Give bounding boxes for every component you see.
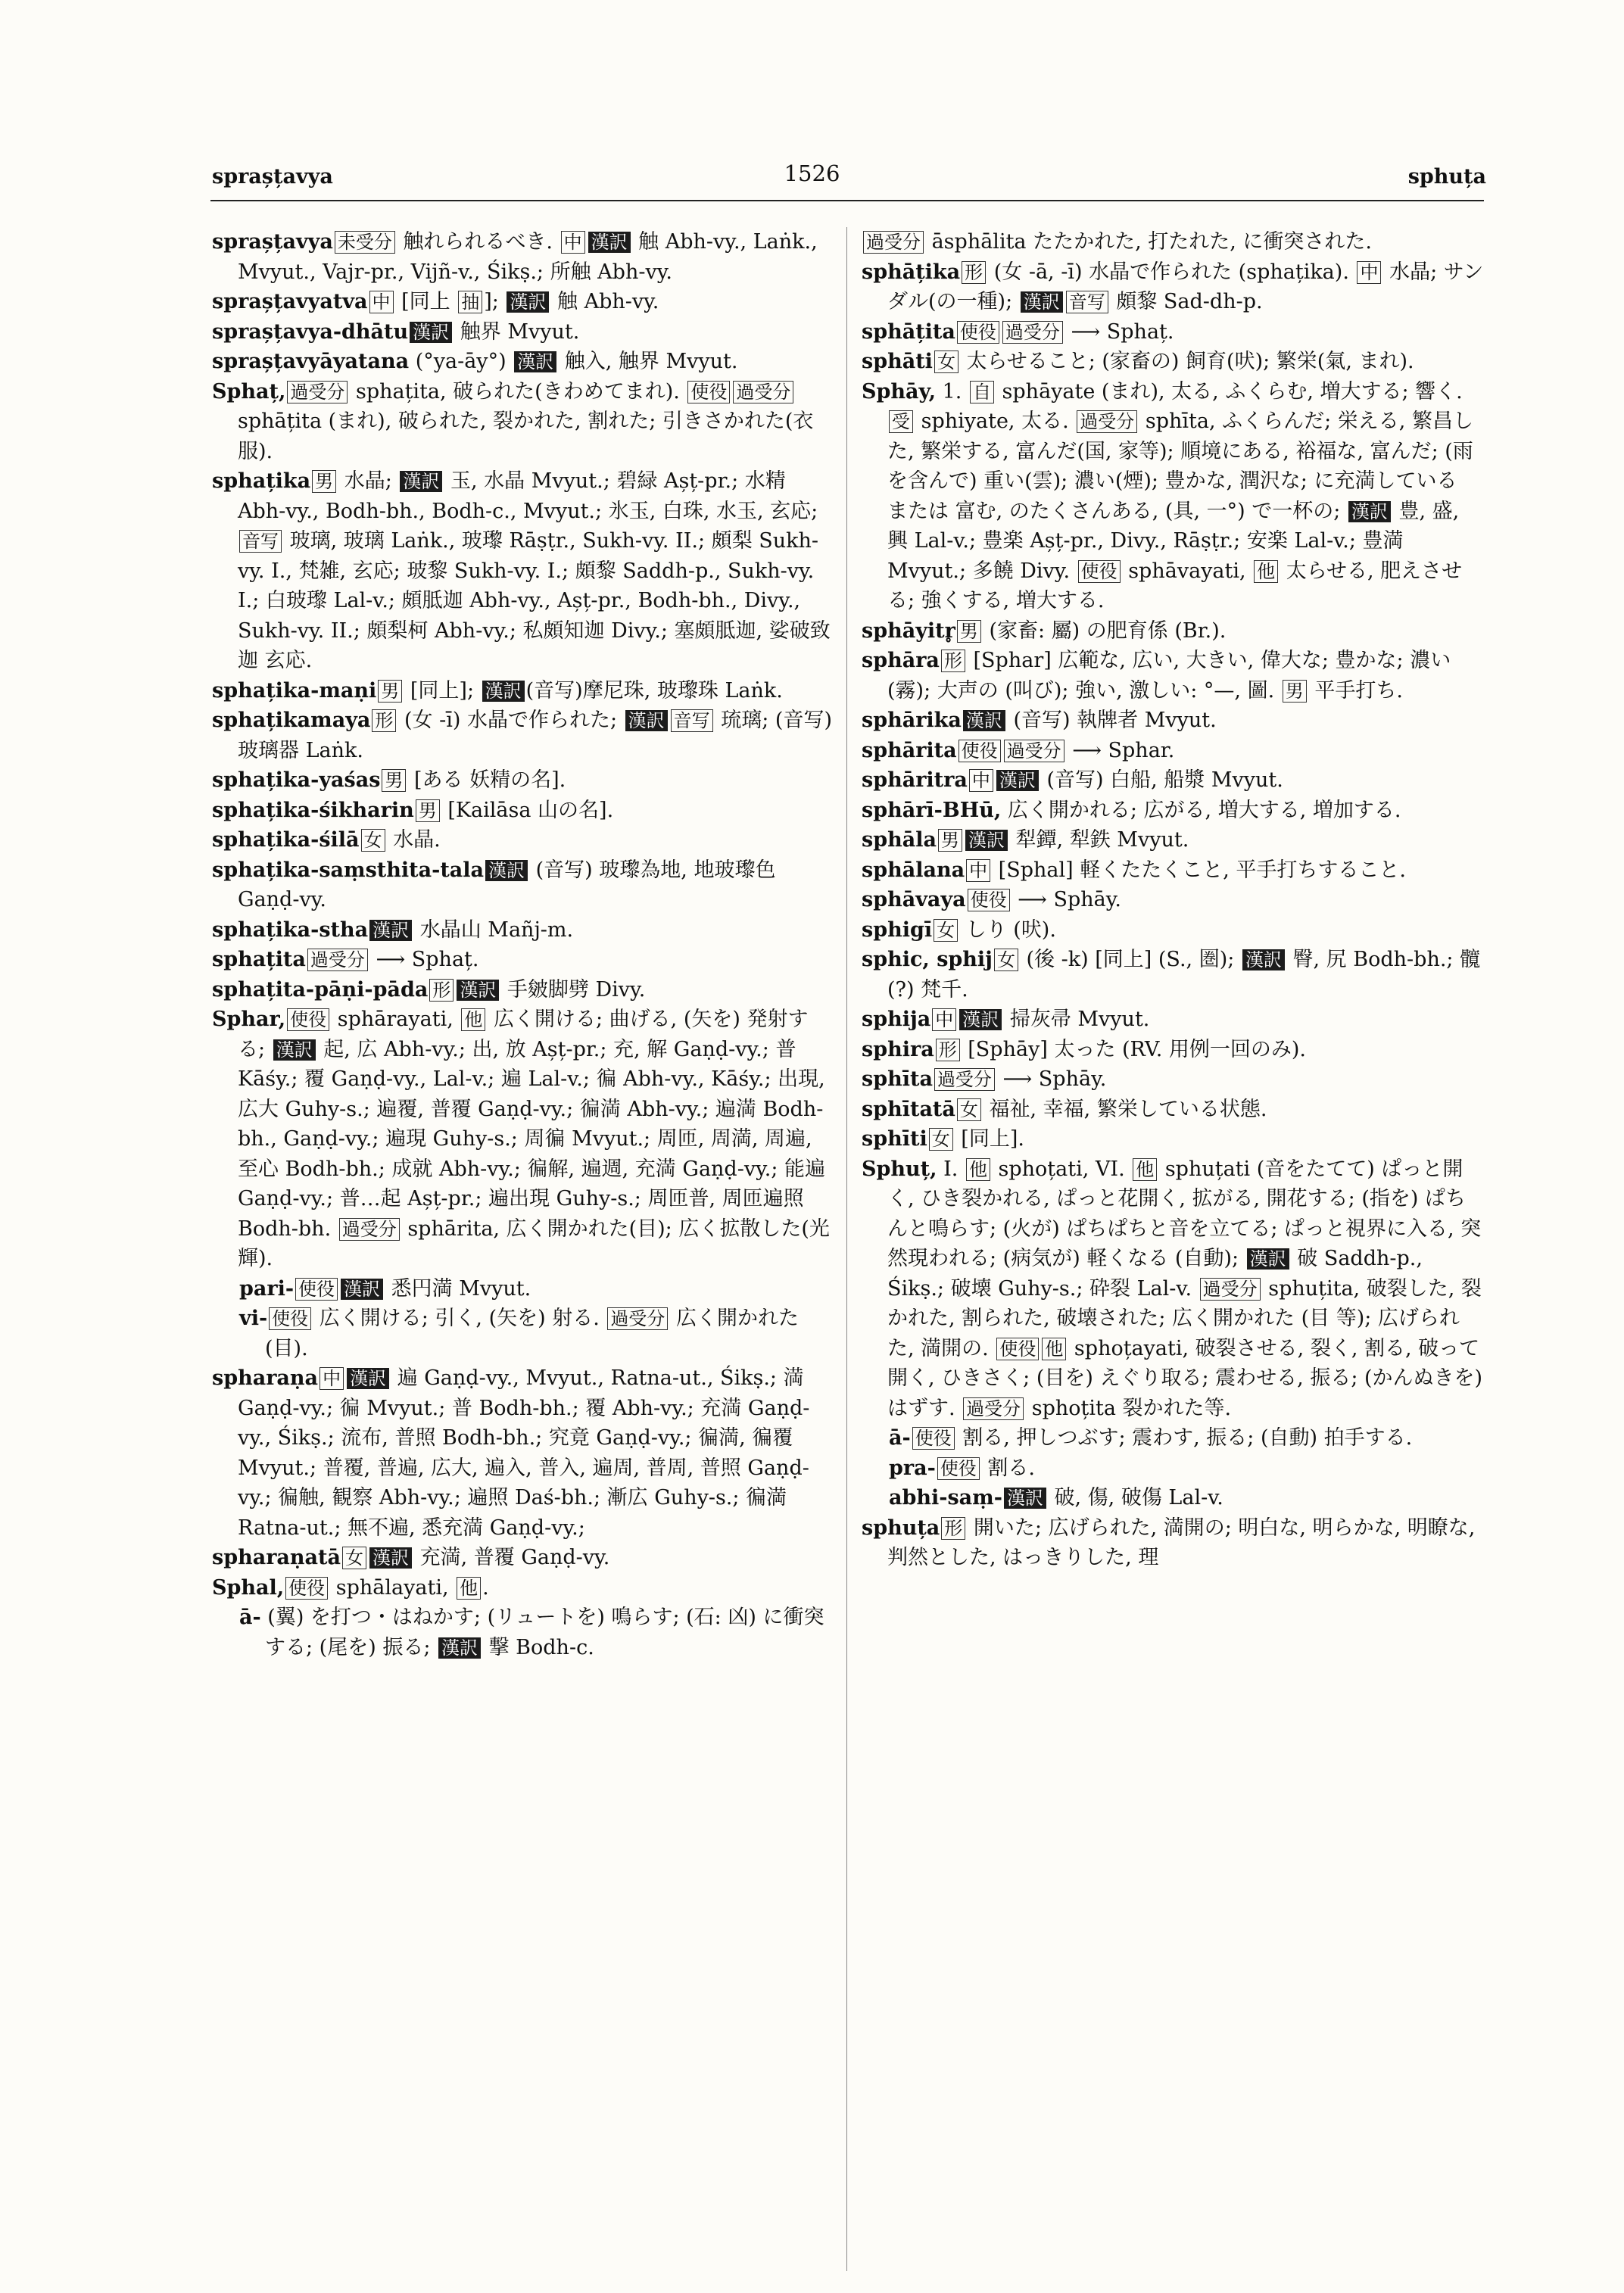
translation-tag: 漢訳 <box>514 351 556 372</box>
grammar-tag: 形 <box>936 1039 960 1061</box>
dictionary-entry <box>862 765 1484 796</box>
grammar-tag: 中 <box>369 291 394 313</box>
translation-tag: 漢訳 <box>482 681 525 702</box>
translation-tag: 漢訳 <box>1021 291 1063 313</box>
definition-text: 福祉, 幸福, 繁栄している状態. <box>982 1097 1267 1121</box>
translation-tag: 漢訳 <box>959 1009 1002 1030</box>
grammar-tag: 他 <box>1042 1338 1066 1360</box>
definition-text: ⟶ Sphar. <box>1065 738 1175 762</box>
dictionary-entry <box>212 1543 833 1573</box>
definition-text: (家畜: 屬) の肥育係 (Br.). <box>982 618 1227 643</box>
headword: sphațita <box>212 948 306 971</box>
definition-text: ⟶ Sphaț. <box>369 948 479 971</box>
grammar-tag: 形 <box>429 979 454 1002</box>
definition-text: 水晶. <box>386 828 441 852</box>
definition-text: sphāyate (まれ), 太る, ふくらむ, 増大する; 響く. <box>995 379 1470 403</box>
headword: sphațika-saṃsthita-tala <box>212 858 485 882</box>
dictionary-entry <box>212 796 833 826</box>
definition-text: 破, 傷, 破傷 Lal-v. <box>1047 1486 1223 1509</box>
definition-text: [Sphāy] 太った (RV. 用例一回のみ). <box>961 1037 1306 1061</box>
dictionary-entry <box>862 1124 1484 1154</box>
grammar-tag: 男 <box>378 680 402 703</box>
definition-text: 水晶山 Mañj-m. <box>413 918 574 942</box>
grammar-tag: 形 <box>941 1517 965 1540</box>
grammar-tag: 使役 <box>912 1427 955 1450</box>
grammar-tag: 使役 <box>996 1338 1039 1360</box>
definition-text: (後 -k) [同上] (S., 圏); <box>1019 948 1241 971</box>
sub-entry <box>862 1423 1484 1453</box>
definition-text: しり (吠). <box>959 918 1056 942</box>
dictionary-entry <box>862 796 1484 826</box>
dictionary-entry <box>212 377 833 467</box>
definition-text: 水晶; <box>338 469 399 493</box>
headword: sphațika-stha <box>212 918 369 942</box>
definition-text: sphuțati (音をたてて) ぱっと開く, ひき裂かれる, ぱっと花開く, 拡がる, 開花する; (指を) ぱちんと鳴らす; (火が) ぱちぱちと音を立てる; ぱっと視界に入る, 突然現われる; (病気が) 軽くなる (自動); <box>887 1157 1482 1270</box>
headword: sphigī <box>862 918 933 942</box>
sub-entry <box>862 1453 1484 1484</box>
translation-tag: 漢訳 <box>485 860 528 881</box>
definition-text: sphiyate, 太る. <box>915 410 1076 433</box>
headword: sprașțavya-dhātu <box>212 319 409 344</box>
grammar-tag: 過受分 <box>1004 740 1064 762</box>
right-column <box>862 227 1489 2251</box>
grammar-tag: 男 <box>416 799 440 822</box>
grammar-tag: 音写 <box>671 709 713 732</box>
grammar-tag: 過受分 <box>1002 321 1063 344</box>
definition-text: (翼) を打つ・はねかす; (リュートを) 鳴らす; (石: 凶) に衝突する; (尾を) 振る; <box>260 1606 824 1659</box>
running-head-right: sphuța <box>1407 165 1486 188</box>
definition-text: sphīta, ふくらんだ; 栄える, 繁昌した, 繁栄する, 富んだ(国, 家等); 順境にある, 裕福な, 富んだ; (雨を含んで) 重い(雲); 濃い(煙); 豊かな, 潤沢な; に充満している または 富む, のたくさんある, (具, 一°) で一杯の; <box>887 410 1473 523</box>
dictionary-entry <box>212 287 833 317</box>
definition-text: [同上]. <box>954 1127 1024 1151</box>
dictionary-entry <box>862 317 1484 347</box>
grammar-tag: 男 <box>1283 680 1307 703</box>
definition-text: ⟶ Sphaț. <box>1064 319 1174 344</box>
definition-text: sphoțayati, 破裂させる, 裂く, 割る, 破って開く, ひきさく; (目を) えぐり取る; 震わせる, 振る; (かんぬきを) はずす. <box>887 1336 1489 1420</box>
grammar-tag: 他 <box>1133 1158 1157 1181</box>
definition-text: sphārayati, <box>331 1008 460 1031</box>
definition-text: [Sphal] 軽くたたくこと, 平手打ちすること. <box>992 858 1406 882</box>
dictionary-entry <box>212 676 833 706</box>
definition-text: (音写) 玻瓈為地, 地玻瓈色 Gaṇḍ-vy. <box>238 858 783 911</box>
definition-text: (音写) 執牌者 Mvyut. <box>1006 709 1217 732</box>
definition-text: 掃灰帚 Mvyut. <box>1003 1008 1150 1031</box>
definition-text: [Sphar] 広範な, 広い, 大きい, 偉大な; 豊かな; 濃い(霧); 大声の (叫び); 強い, 激しい: °—, 圖. <box>887 649 1451 703</box>
headword: sphāra <box>862 649 940 672</box>
dictionary-entry <box>862 945 1484 1005</box>
dictionary-entry <box>862 1154 1489 1424</box>
running-head-left: sprașțavya <box>212 165 333 188</box>
grammar-tag: 使役 <box>285 1577 328 1600</box>
grammar-tag: 過受分 <box>733 381 793 403</box>
definition-text: 1. <box>936 379 968 403</box>
grammar-tag: 女 <box>361 829 385 852</box>
dictionary-entry <box>212 1573 833 1603</box>
grammar-tag: 過受分 <box>1200 1278 1261 1301</box>
definition-text: 広く開ける; 曲げる, (矢を) 発射する; <box>238 1008 809 1061</box>
grammar-tag: 使役 <box>295 1278 338 1301</box>
grammar-tag: 過受分 <box>307 949 368 971</box>
grammar-tag: 形 <box>962 261 986 284</box>
translation-tag: 漢訳 <box>588 232 631 253</box>
grammar-tag: 女 <box>934 350 959 373</box>
grammar-tag: 男 <box>938 829 962 852</box>
dictionary-entry <box>862 616 1484 646</box>
definition-text: sphuțita, 破裂した, 裂かれた, 割られた, 破壊された; 広く開かれた (目 等); 広げられた, 満開の. <box>887 1276 1482 1360</box>
headword: sphīti <box>862 1127 927 1151</box>
definition-text: . <box>482 1575 489 1600</box>
translation-tag: 漢訳 <box>1348 501 1391 522</box>
grammar-tag: 使役 <box>968 889 1010 911</box>
dictionary-entry <box>862 257 1484 317</box>
grammar-tag: 女 <box>934 919 958 942</box>
grammar-tag: 過受分 <box>339 1218 400 1241</box>
dictionary-entry <box>862 915 1484 946</box>
headword: sphațika-śilā <box>212 828 360 852</box>
sub-entry <box>862 1483 1484 1513</box>
grammar-tag: 使役 <box>269 1307 311 1330</box>
headword: sphāritra <box>862 768 968 792</box>
sub-entry <box>212 1603 833 1662</box>
dictionary-entry <box>862 855 1484 886</box>
definition-text: 触 Abh-vy. <box>550 290 659 313</box>
definition-text: sphațita, 破られた(きわめてまれ). <box>349 379 687 403</box>
grammar-tag: 他 <box>461 1008 485 1031</box>
definition-text: 玉, 水晶 Mvyut.; 碧緑 Așț-pr.; 水精 Abh-vy., Bodh-bh., Bodh-c., Mvyut.; 氷玉, 白珠, 水玉, 玄応; <box>238 469 824 523</box>
translation-tag: 漢訳 <box>965 830 1008 851</box>
headword: sphāti <box>862 350 933 373</box>
translation-tag: 漢訳 <box>1004 1488 1046 1509</box>
grammar-tag: 過受分 <box>1077 410 1137 433</box>
headword: sprașțavyāyatana <box>212 350 410 373</box>
dictionary-entry <box>212 227 833 287</box>
grammar-tag: 男 <box>382 769 406 792</box>
grammar-tag: 使役 <box>687 381 730 403</box>
definition-text: (女 -ā, -ī) 水晶で作られた (sphațika). <box>987 260 1356 284</box>
grammar-tag: 形 <box>372 709 396 732</box>
headword: sphāțita <box>862 319 955 344</box>
grammar-tag: 過受分 <box>963 1397 1024 1420</box>
definition-text: 玻璃, 玻璃 Laṅk., 玻瓈 Rāṣṭr., Sukh-vy. II.; 頗梨 Sukh-vy. I., 梵雑, 玄応; 玻黎 Sukh-vy. I.; 頗黎 Saddh-p., Sukh-vy. I.; 白玻瓈 Lal-v.; 頗胝迦 Abh-vy., Așț-pr., Bodh-bh., Divy., Sukh-vy. II.; 頗梨柯 Abh-vy.; 私頗知迦 Divy.; 塞頗胝迦, 娑破致迦 玄応. <box>238 529 831 672</box>
headword: sphālana <box>862 858 965 882</box>
grammar-tag: 過受分 <box>287 381 348 403</box>
dictionary-entry <box>862 1095 1484 1125</box>
dictionary-entry <box>212 975 833 1005</box>
grammar-tag: 中 <box>1357 261 1381 284</box>
grammar-tag: 過受分 <box>607 1307 668 1330</box>
grammar-tag: 女 <box>957 1098 981 1121</box>
headword: sphuța <box>862 1516 940 1540</box>
dictionary-entry <box>212 1363 833 1543</box>
definition-text: 触 Abh-vy., Laṅk., Mvyut., Vajr-pr., Vijñ-v., Śikṣ.; 所触 Abh-vy. <box>238 230 824 284</box>
grammar-tag: 受 <box>889 410 913 433</box>
headword: ā- <box>239 1606 261 1629</box>
grammar-tag: 中 <box>932 1008 956 1031</box>
definition-text: 悉円満 Mvyut. <box>385 1276 531 1301</box>
dictionary-entry <box>212 706 839 765</box>
definition-text: 割る. <box>980 1456 1035 1480</box>
headword: sphațika-śikharin <box>212 798 414 822</box>
definition-text: 広く開かれた(目). <box>265 1307 799 1360</box>
dictionary-entry <box>212 317 833 347</box>
column-divider <box>846 227 847 2271</box>
translation-tag: 漢訳 <box>369 920 412 941</box>
headword: spharaṇa <box>212 1366 319 1390</box>
grammar-tag: 使役 <box>287 1008 329 1031</box>
grammar-tag: 音写 <box>239 530 282 553</box>
grammar-tag: 中 <box>561 231 585 254</box>
dictionary-entry <box>212 915 833 946</box>
translation-tag: 漢訳 <box>438 1637 481 1659</box>
translation-tag: 漢訳 <box>625 710 668 731</box>
headword: sphațika <box>212 469 311 493</box>
headword: sphārita <box>862 738 957 762</box>
headword: sphīta <box>862 1067 933 1091</box>
headword: sphira <box>862 1037 934 1061</box>
dictionary-entry <box>862 885 1484 915</box>
headword: sphāțika <box>862 260 961 284</box>
definition-text: 犁鐔, 犁鉄 Mvyut. <box>1008 828 1189 852</box>
translation-tag: 漢訳 <box>273 1039 316 1061</box>
grammar-tag: 使役 <box>1078 560 1121 583</box>
headword: sphațika-yaśas <box>212 768 381 792</box>
definition-text: [Kailāsa 山の名]. <box>441 798 614 822</box>
definition-text: 広く開ける; 引く, (矢を) 射る. <box>313 1307 606 1330</box>
headword: Sphāy, <box>862 379 937 403</box>
headword: sprașțavya <box>212 230 333 254</box>
grammar-tag: 過受分 <box>863 231 924 254</box>
grammar-tag: 他 <box>966 1158 990 1181</box>
definition-text: āsphālita たたかれた, 打たれた, に衝突された. <box>925 230 1373 254</box>
definition-text: ]; <box>484 290 506 313</box>
definition-text: ⟶ Sphāy. <box>996 1067 1107 1091</box>
definition-text: sphārita, 広く開かれた(目); 広く拡散した(光輝). <box>238 1217 830 1270</box>
translation-tag: 漢訳 <box>457 980 499 1001</box>
definition-text: sphāvayati, <box>1121 559 1253 583</box>
definition-text: 豊, 盛, 興 Lal-v.; 豊楽 Așț-pr., Divy., Rāṣṭr.; 安楽 Lal-v.; 豊満 Mvyut.; 多饒 Divy. <box>887 499 1466 583</box>
translation-tag: 漢訳 <box>347 1368 389 1389</box>
dictionary-entry <box>862 1064 1484 1095</box>
dictionary-entry <box>212 945 833 975</box>
dictionary-entry <box>212 825 833 855</box>
headword: sphic, sphij <box>862 948 993 971</box>
definition-text: 水晶; サンダル(の一種); <box>887 260 1484 313</box>
headword: Sphaț, <box>212 379 286 403</box>
dictionary-entry <box>862 1035 1484 1065</box>
grammar-tag: 使役 <box>957 321 999 344</box>
grammar-tag: 女 <box>929 1128 953 1151</box>
translation-tag: 漢訳 <box>341 1279 383 1300</box>
grammar-tag: 中 <box>320 1367 344 1390</box>
definition-text: 撃 Bodh-c. <box>482 1635 594 1659</box>
translation-tag: 漢訳 <box>996 770 1039 791</box>
grammar-tag: 形 <box>941 650 965 672</box>
definition-text: (°ya-āy°) <box>409 350 513 373</box>
headword: sphațikamaya <box>212 709 371 732</box>
headword: sphāyitr̥ <box>862 618 955 643</box>
grammar-tag: 中 <box>969 769 993 792</box>
definition-text: 臀, 尻 Bodh-bh.; 髖(?) 梵千. <box>887 948 1481 1002</box>
dictionary-entry <box>862 347 1484 377</box>
grammar-tag: 抽 <box>458 291 482 313</box>
definition-text: 破 Saddh-p., Śikṣ.; 破壊 Guhy-s.; 砕裂 Lal-v. <box>887 1247 1429 1301</box>
dictionary-entry <box>212 466 833 676</box>
definition-text: 充満, 普覆 Gaṇḍ-vy. <box>413 1546 610 1569</box>
headword: abhi-saṃ- <box>889 1486 1002 1509</box>
headword: pari- <box>239 1276 295 1301</box>
headword: Sphar, <box>212 1008 286 1031</box>
definition-text: 手皴脚劈 Divy. <box>500 977 646 1002</box>
headword: spharaṇatā <box>212 1546 341 1569</box>
definition-text: 広く開かれる; 広がる, 増大する, 増加する. <box>1001 798 1401 822</box>
header-rule <box>210 200 1484 201</box>
dictionary-entry <box>862 736 1484 766</box>
grammar-tag: 音写 <box>1066 291 1108 313</box>
definition-text: 開いた; 広げられた, 満開の; 明白な, 明らかな, 明瞭な, 判然とした, はっきりした, 理 <box>887 1516 1482 1569</box>
grammar-tag: 女 <box>342 1547 366 1569</box>
headword: Sphal, <box>212 1575 285 1600</box>
dictionary-entry <box>862 227 1484 257</box>
grammar-tag: 他 <box>457 1577 481 1600</box>
definition-text: [同上 <box>394 290 457 313</box>
headword: sphija <box>862 1008 931 1031</box>
dictionary-entry <box>862 706 1484 736</box>
sub-entry <box>212 1274 833 1304</box>
headword: sphāla <box>862 828 937 852</box>
headword: sprașțavyatva <box>212 290 368 313</box>
definition-text: 頗黎 Sad-dh-p. <box>1109 290 1263 313</box>
definition-text: sphālayati, <box>329 1575 456 1600</box>
definition-text: 割る, 押しつぶす; 震わす, 振る; (自動) 拍手する. <box>955 1426 1413 1450</box>
definition-text: ⟶ Sphāy. <box>1011 888 1121 911</box>
dictionary-entry <box>862 1513 1484 1573</box>
headword: vi- <box>239 1307 268 1330</box>
dictionary-entry <box>212 855 833 915</box>
headword: sphāvaya <box>862 888 966 911</box>
definition-text: (音写)摩尼珠, 玻瓈珠 Laṅk. <box>525 678 783 703</box>
headword: Sphuț, <box>862 1157 937 1181</box>
definition-text: 太らせること; (家畜の) 飼育(吠); 繁栄(氣, まれ). <box>959 350 1414 373</box>
definition-text: 琉璃; (音写) 玻璃器 Laṅk. <box>238 709 839 762</box>
definition-text: [ある 妖精の名]. <box>407 768 566 792</box>
definition-text: 触入, 触界 Mvyut. <box>558 350 738 373</box>
page-number: 1526 <box>784 160 840 186</box>
headword: sphațita-pāṇi-pāda <box>212 977 429 1002</box>
grammar-tag: 男 <box>312 470 336 493</box>
definition-text: 太らせる, 肥えさせる; 強くする, 増大する. <box>887 559 1463 612</box>
definition-text: (女 -ī) 水晶で作られた; <box>397 709 624 732</box>
dictionary-entry <box>212 347 833 377</box>
headword: sphītatā <box>862 1097 955 1121</box>
definition-text: 触れられるべき. <box>396 230 560 254</box>
definition-text: 平手打ち. <box>1308 678 1403 703</box>
definition-text: sphoțita 裂かれた等. <box>1025 1396 1232 1420</box>
headword: sphārī-BHū, <box>862 798 1002 822</box>
grammar-tag: 使役 <box>937 1457 980 1480</box>
dictionary-entry <box>862 1005 1484 1035</box>
dictionary-entry <box>212 765 833 796</box>
definition-text: sphāțita (まれ), 破られた, 裂かれた, 割れた; 引きさかれた(衣服). <box>238 379 814 463</box>
grammar-tag: 過受分 <box>934 1068 995 1091</box>
definition-text: 触界 Mvyut. <box>454 319 580 344</box>
definition-text: I. <box>937 1157 965 1181</box>
grammar-tag: 他 <box>1254 560 1278 583</box>
headword: ā- <box>889 1426 911 1450</box>
dictionary-entry <box>212 1005 833 1274</box>
sub-entry <box>212 1304 833 1363</box>
headword: pra- <box>889 1456 936 1480</box>
grammar-tag: 中 <box>966 859 990 882</box>
translation-tag: 漢訳 <box>410 322 452 343</box>
grammar-tag: 未受分 <box>335 231 395 254</box>
translation-tag: 漢訳 <box>963 710 1005 731</box>
dictionary-entry <box>862 825 1484 855</box>
grammar-tag: 女 <box>994 949 1018 971</box>
left-column <box>212 227 839 2251</box>
grammar-tag: 男 <box>957 620 981 643</box>
definition-text: [同上]; <box>404 678 481 703</box>
definition-text: sphoțati, VI. <box>991 1157 1132 1181</box>
translation-tag: 漢訳 <box>400 471 442 492</box>
translation-tag: 漢訳 <box>1242 949 1285 970</box>
definition-text: 起, 広 Abh-vy.; 出, 放 Așț-pr.; 充, 解 Gaṇḍ-vy.; 普 Kāśy.; 覆 Gaṇḍ-vy., Lal-v.; 遍 Lal-v.; 徧 Abh-vy., Kāśy.; 出現, 広大 Guhy-s.; 遍覆, 普覆 Gaṇḍ-vy.; 徧満 Abh-vy.; 遍満 Bodh-bh., Gaṇḍ-vy.; 遍現 Guhy-s.; 周徧 Mvyut.; 周匝, 周満, 周遍, 至心 Bodh-bh.; 成就 Abh-vy.; 徧解, 遍週, 充満 Gaṇḍ-vy.; 能遍 Gaṇḍ-vy.; 普…起 Așț-pr.; 遍出現 Guhy-s.; 周匝普, 周匝遍照 Bodh-bh. <box>238 1037 832 1241</box>
translation-tag: 漢訳 <box>369 1547 412 1569</box>
dictionary-entry <box>862 646 1484 706</box>
grammar-tag: 使役 <box>959 740 1001 762</box>
definition-text: (音写) 白船, 船漿 Mvyut. <box>1040 768 1283 792</box>
translation-tag: 漢訳 <box>507 291 549 313</box>
definition-text: 遍 Gaṇḍ-vy., Mvyut., Ratna-ut., Śikṣ.; 満 Gaṇḍ-vy.; 徧 Mvyut.; 普 Bodh-bh.; 覆 Abh-vy.; 充満 Gaṇḍ-vy., Śikṣ.; 流布, 普照 Bodh-bh.; 究竟 Gaṇḍ-vy.; 徧満, 徧覆 Mvyut.; 普覆, 普遍, 広大, 遍入, 普入, 遍周, 普周, 普照 Gaṇḍ-vy.; 徧触, 観察 Abh-vy.; 遍照 Daś-bh.; 漸広 Guhy-s.; 徧満 Ratna-ut.; 無不遍, 悉充満 Gaṇḍ-vy.; <box>238 1366 811 1540</box>
grammar-tag: 自 <box>970 381 994 403</box>
translation-tag: 漢訳 <box>1247 1248 1289 1270</box>
headword: sphārika <box>862 709 962 732</box>
headword: sphațika-maṇi <box>212 678 377 703</box>
dictionary-entry <box>862 377 1484 616</box>
